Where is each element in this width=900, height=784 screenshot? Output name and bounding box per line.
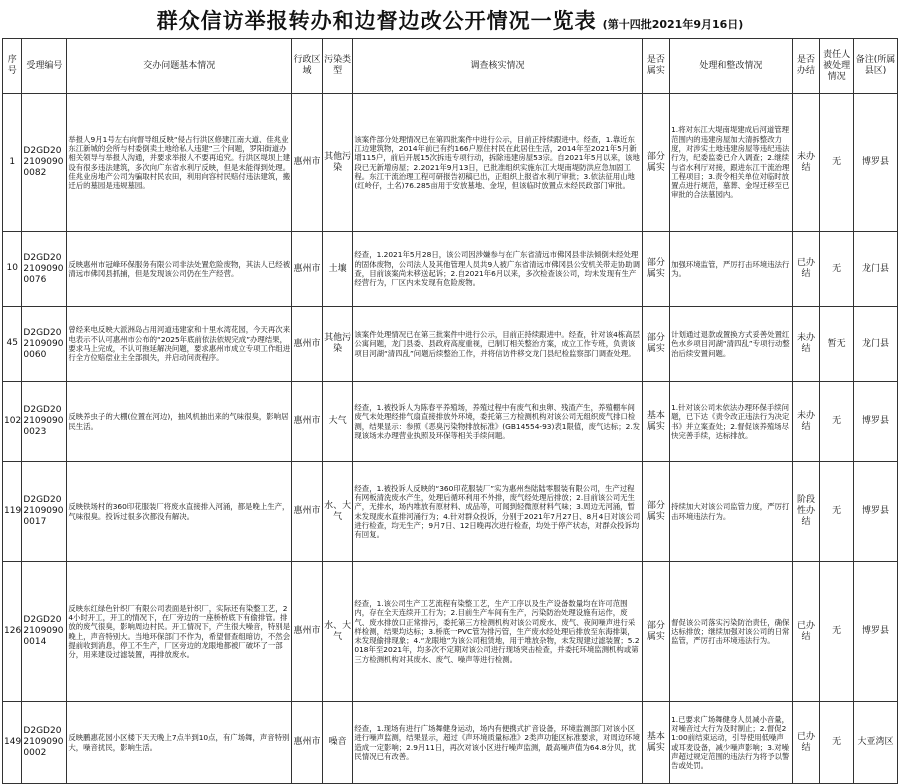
cell-id: D2GD2021090900060: [22, 307, 67, 382]
cell-issue: 举报人9月1号左右向督导组反映“侵占行洪区修建江南大道、佳兆业东江新城的会所与村委倒卖土地给私人违建”三个问题，罗阳街道办相关领导与举报人沟通，并要求举报人不要再追究。行洪区堤坝上建设有很多违法建筑，多次向广东省水利厅反映，但是未能得到处理。佳兆业房地产公司为骗取村民农田，利用向容村民赔付违法建筑，搬迁后的墓园是违规墓园。: [67, 94, 292, 232]
cell-verified: 基本属实: [642, 382, 670, 462]
cell-closed: 未办结: [792, 94, 820, 232]
cell-issue: 反映铁场村的360印花服装厂将废水直接排入河涌，都是晚上生产，气味很臭。投诉过很多次都没有解决。: [67, 462, 292, 562]
col-header-no: 序号: [3, 39, 22, 94]
cell-findings: 经查，1.被投诉人反映的“360印花服装厂”实为惠州叁陆陆零服装有限公司，生产过程有网板清洗废水产生，处理后循环利用不外排，废气经处理后排放；2.目前该公司无生产，无排水，场内堆放有原材料、成品等，可闻到轻微原材料气味；3.周边无河涌，暂未发现废水直排河涌行为；4.针对群众投诉，分别于2021年7月27日、8月4日对该公司进行检查，均无生产；9月7日、12日晚再次进行检查，均处于停产状态，对群众投诉均有回复。: [353, 462, 642, 562]
col-header-notes: 备注(所属县区): [853, 39, 897, 94]
cell-region: 惠州市: [292, 94, 323, 232]
table-row: [3, 307, 898, 382]
cell-type: 其他污染: [322, 307, 353, 382]
cell-closed: 已办结: [792, 702, 820, 784]
cell-verified: 部分属实: [642, 94, 670, 232]
cell-region: 惠州市: [292, 562, 323, 702]
cell-notes: 龙门县: [853, 232, 897, 307]
cell-notes: 大亚湾区: [853, 702, 897, 784]
cell-notes: 龙门县: [853, 307, 897, 382]
cell-region: 惠州市: [292, 702, 323, 784]
cell-verified: 部分属实: [642, 307, 670, 382]
cell-no: 45: [3, 307, 22, 382]
cell-no: 149: [3, 702, 22, 784]
cell-no: 10: [3, 232, 22, 307]
cell-type: 水、大气: [322, 462, 353, 562]
col-header-accountable: 责任人被处理情况: [820, 39, 854, 94]
cell-closed: 未办结: [792, 382, 820, 462]
cell-handling: 1.将对东江大堤南堤建成后河道管理范围内的违建房屋加大清拆整改力度，对涉实土地违建房屋等违纪违法行为，纪委监委已介入调查；2.继续与省水利厅对接，跟进东江干流治理工程项目；3.责令相关单位对临时放置点进行规范，墓葬、金埕迁移至已审批的合法墓园内。: [670, 94, 793, 232]
cell-verified: 部分属实: [642, 562, 670, 702]
cell-handling: 督促该公司落实污染防治责任，确保达标排放；继续加强对该公司的日常监管，严厉打击环境违法行为。: [670, 562, 793, 702]
col-header-verified: 是否属实: [642, 39, 670, 94]
cell-issue: 曾经来电反映大派洲岛占用河道违建家和十里水湾花园，今天再次来电表示不认可惠州市公布的“2025年底前依法依规完成”办理结果，要求马上完成，不认可拖延解决问题，要求惠州市成立专项工作组进行全方位赔偿业主全部损失，并启动问责程序。: [67, 307, 292, 382]
page-title: 群众信访举报转办和边督边改公开情况一览表: [156, 9, 597, 33]
table-row: [3, 232, 898, 307]
cell-verified: 部分属实: [642, 232, 670, 307]
cell-handling: 1.针对该公司未依法办理环保手续问题，已下达《责令改正违法行为决定书》并立案查处；2.督促该养殖场尽快完善手续，达标排放。: [670, 382, 793, 462]
cell-issue: 反映惠州市冠峰环保服务有限公司非法处置危险废物，其法人已经被清远市佛冈县抓捕，但是发现该公司仍在生产经营。: [67, 232, 292, 307]
cell-findings: 经查，1.被投诉人为陈春平养殖场，养殖过程中有废气和虫卵、残渣产生，养殖棚车间废气未处理经排气扇直接排放外环境，委托第三方检测机构对该公司无组织废气排口检测，结果显示：参照《恶臭污染物排放标准》(GB14554-93)表1限值，废气达标；2.发现该场未办理营业执照及环保等相关手续问题。: [353, 382, 642, 462]
cell-accountable: 暂无: [820, 307, 854, 382]
cell-findings: 经查，1.现场有进行广场舞健身运动，场内有便携式扩音设备，环境监测部门对该小区进行噪声监测，结果显示，超过《声环境质量标准》2类声功能区标准要求，对周边环境造成一定影响；2.9月11日，再次对该小区进行噪声监测，最高噪声值为64.8分贝，扰民情况已有改善。: [353, 702, 642, 784]
col-header-id: 受理编号: [22, 39, 67, 94]
table-row: [3, 462, 898, 562]
cell-handling: 1.已要求广场舞健身人员减小音量，对噪音过大行为及时制止；2.督促21:00前结束运动，引导使用低噪声或耳麦设备，减少噪声影响；3.对噪声超过规定范围的违法行为将予以警告或处罚。: [670, 702, 793, 784]
cell-type: 土壤: [322, 232, 353, 307]
cell-accountable: 无: [820, 462, 854, 562]
cell-verified: 基本属实: [642, 702, 670, 784]
cell-notes: 博罗县: [853, 94, 897, 232]
col-header-type: 污染类型: [322, 39, 353, 94]
cell-accountable: 无: [820, 562, 854, 702]
header-row: [3, 39, 898, 94]
batch-date: (第十四批2021年9月16日): [602, 18, 744, 31]
table-row: [3, 382, 898, 462]
col-header-closed: 是否办结: [792, 39, 820, 94]
cell-closed: 已办结: [792, 562, 820, 702]
col-header-handling: 处理和整改情况: [670, 39, 793, 94]
table-row: [3, 94, 898, 232]
cell-handling: 持续加大对该公司监管力度，严厉打击环境违法行为。: [670, 462, 793, 562]
cell-type: 噪音: [322, 702, 353, 784]
cell-no: 126: [3, 562, 22, 702]
cell-issue: 反映养虫子的大棚(位置在河边)，抽风机抽出来的气味很臭，影响居民生活。: [67, 382, 292, 462]
cell-notes: 博罗县: [853, 462, 897, 562]
cell-verified: 部分属实: [642, 462, 670, 562]
petition-table: [2, 38, 898, 784]
cell-accountable: 无: [820, 232, 854, 307]
cell-findings: 该案件部分处理情况已在第四批案件中进行公示，目前正持续跟进中。经查，1.靠近东江边建筑物，2014年前已有约166户原住村民在此居住生活，2014年至2021年5月新增115户，前后开展15次拆违专项行动，拆除违建房屋53宗。自2021年5月以来，该地段已无新增房屋；2.2021年9月13日，已批准组织实施东江大堤南堤防洪应急加固工程。东江干流治理工程可研报告初稿已出，正组织上报省水利厅审批；3.依法征用山地(红岭仔，土名)76.285亩用于安放墓地、金埕，但该临时放置点未经民政部门审批。: [353, 94, 642, 232]
cell-accountable: 无: [820, 94, 854, 232]
cell-id: D2GD2021090900082: [22, 94, 67, 232]
cell-notes: 博罗县: [853, 382, 897, 462]
cell-accountable: 无: [820, 702, 854, 784]
cell-closed: 阶段性办结: [792, 462, 820, 562]
cell-id: D2GD2021090900014: [22, 562, 67, 702]
cell-accountable: 无: [820, 382, 854, 462]
cell-id: D2GD2021090900002: [22, 702, 67, 784]
col-header-findings: 调查核实情况: [353, 39, 642, 94]
cell-closed: 已办结: [792, 232, 820, 307]
cell-no: 119: [3, 462, 22, 562]
col-header-issue: 交办问题基本情况: [67, 39, 292, 94]
cell-closed: 未办结: [792, 307, 820, 382]
cell-id: D2GD2021090900023: [22, 382, 67, 462]
cell-no: 1: [3, 94, 22, 232]
table-row: [3, 562, 898, 702]
cell-region: 惠州市: [292, 307, 323, 382]
cell-type: 水、大气: [322, 562, 353, 702]
cell-region: 惠州市: [292, 382, 323, 462]
cell-region: 惠州市: [292, 232, 323, 307]
cell-findings: 经查，1.该公司生产工艺流程有染整工艺，生产工序以及生产设备数量均在许可范围内，存在全天连续开工行为；2.目前生产车间有生产，污染防治处理设施有运作，废气、废水排放口正常排污，委托第三方检测机构对该公司废水、废气、夜间噪声进行采样检测，结果均达标；3.桥底一PVC管为排污管，生产废水经处理后排放至东海排渠，未发现偷排现象；4.“龙眼地”为该公司租赁地，用于堆放杂物，未发现建过滤装置；5.2018年至2021年，均多次不定期对该公司进行现场突击检查，并委托环境监测机构或第三方检测机构对其废水、废气、噪声等进行检测。: [353, 562, 642, 702]
cell-findings: 经查，1.2021年5月28日，该公司因涉嫌参与在广东省清远市佛冈县非法倾倒未经处理的固体废物，公司法人及其他管理人员共9人被广东省清远市佛冈县公安机关带走协助调查，目前该案尚未移送起诉；2.自2021年6月以来，多次检查该公司，均未发现有生产经营行为，厂区内未发现有危险废物。: [353, 232, 642, 307]
col-header-region: 行政区域: [292, 39, 323, 94]
cell-handling: 加强环境监管，严厉打击环境违法行为。: [670, 232, 793, 307]
cell-handling: 计划通过退款或置换方式妥善处置红色水乡项目河湖“清四乱”专项行动整治后续安置问题。: [670, 307, 793, 382]
cell-issue: 反映鹏惠花园小区楼下天天晚上7点半到10点，有广场舞，声音特别大，噪音扰民，影响生活。: [67, 702, 292, 784]
cell-findings: 该案件处理情况已在第三批案件中进行公示，目前正持续跟进中。经查，针对该4栋高层公寓问题，龙门县委、县政府高度重视，已制订相关整治方案，成立工作专班，负责该项目河湖“清四乱”问题后续整治工作，并将信访件移交龙门县纪检监察部门调查处理。: [353, 307, 642, 382]
cell-notes: 博罗县: [853, 562, 897, 702]
header: [0, 0, 900, 38]
cell-id: D2GD2021090900076: [22, 232, 67, 307]
cell-issue: 反映东红绿色针织厂有限公司表面是针织厂，实际还有染整工艺，24小时开工，开工的情况下，在厂旁边的一座桥桥底下有偷排管。排放的废气很臭，影响周边村民。开工情况下，产生很大噪音，特别是晚上，声音特别大。当地环保部门不作为，希望督查组暗访，不然会提前收到消息，停工不生产，厂区旁边的龙眼地都被厂破坏了一部分，用来建设过滤装置，再排放废水。: [67, 562, 292, 702]
cell-id: D2GD2021090900017: [22, 462, 67, 562]
cell-no: 102: [3, 382, 22, 462]
cell-type: 大气: [322, 382, 353, 462]
cell-type: 其他污染: [322, 94, 353, 232]
cell-region: 惠州市: [292, 462, 323, 562]
table-row: [3, 702, 898, 784]
